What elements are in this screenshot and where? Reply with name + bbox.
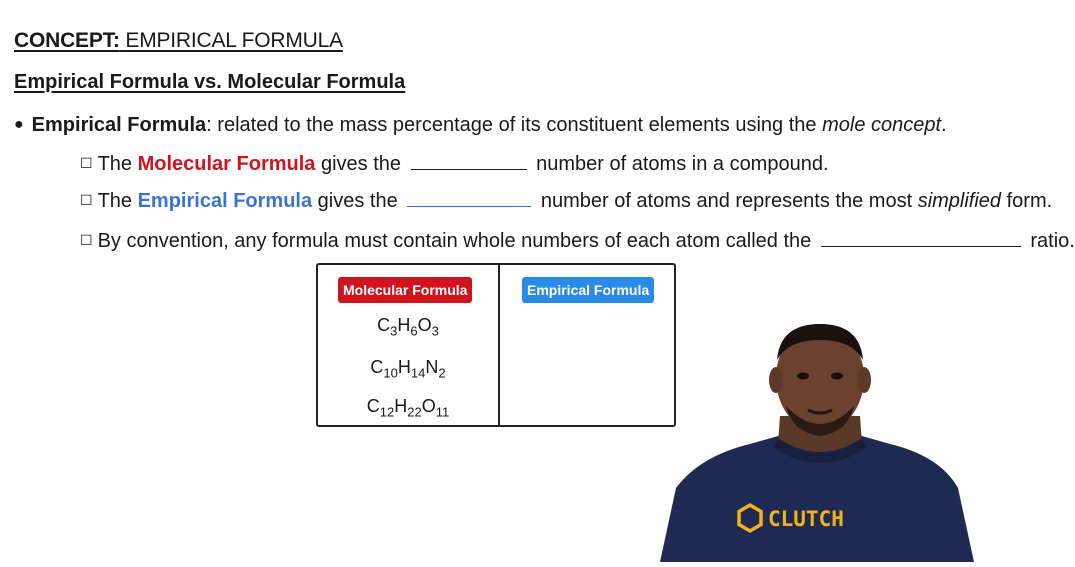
empirical-header-tag: Empirical Formula — [522, 277, 654, 303]
sub-bullet-empirical — [80, 188, 1052, 213]
presenter-eye — [831, 373, 843, 380]
checkbox-icon: ☐ — [80, 232, 93, 248]
sub-bullet-italic: simplified — [917, 190, 1002, 212]
sub-bullet-text: The — [97, 190, 138, 212]
formula-row — [318, 396, 498, 420]
element-symbol: C — [370, 357, 384, 377]
element-symbol: O — [421, 396, 436, 416]
formula-table — [316, 263, 676, 427]
sub-bullet-text: gives the — [315, 153, 407, 175]
element-symbol: H — [394, 396, 408, 416]
element-symbol: N — [425, 357, 439, 377]
molecular-term: Molecular Formula — [137, 153, 316, 175]
concept-label: CONCEPT: — [14, 29, 120, 52]
sub-bullet-text: number of atoms and represents the most — [535, 190, 918, 212]
formula-row — [318, 357, 498, 381]
subscript: 22 — [407, 404, 422, 420]
sub-bullet-molecular — [80, 151, 829, 176]
presenter-ear — [857, 367, 871, 393]
sub-bullet-text: ratio. — [1024, 230, 1075, 252]
empirical-term: Empirical Formula — [137, 190, 313, 212]
subscript: 12 — [379, 404, 395, 420]
presenter-ear — [769, 367, 783, 393]
subscript: 10 — [383, 365, 398, 381]
main-bullet-text: : related to the mass percentage of its constituent elements using the — [206, 114, 823, 136]
fill-in-blank — [821, 228, 1021, 247]
subscript: 3 — [390, 323, 398, 339]
main-bullet-term: Empirical Formula — [31, 114, 207, 136]
concept-heading — [14, 29, 343, 53]
presenter-eye — [797, 373, 809, 380]
subscript: 11 — [435, 404, 450, 420]
section-subtitle: Empirical Formula vs. Molecular Formula — [14, 71, 406, 93]
sub-bullet-text: gives the — [312, 190, 404, 212]
element-symbol: H — [397, 315, 411, 335]
main-bullet-italic: mole concept — [822, 114, 942, 136]
element-symbol: C — [377, 315, 391, 335]
presenter-video — [640, 320, 1000, 562]
main-bullet — [14, 114, 947, 137]
sub-bullet-text: number of atoms in a compound. — [530, 153, 829, 175]
clutch-logo-text: CLUTCH — [768, 507, 844, 531]
subscript: 3 — [431, 323, 439, 339]
presenter-figure — [640, 320, 1000, 562]
formula-row — [318, 315, 498, 339]
checkbox-icon: ☐ — [80, 192, 93, 208]
element-symbol: H — [397, 357, 411, 377]
bullet-dot-icon: ● — [14, 116, 24, 133]
element-symbol: C — [366, 396, 380, 416]
sub-bullet-text: The — [97, 153, 138, 175]
molecular-header-tag: Molecular Formula — [338, 277, 472, 303]
concept-title: EMPIRICAL FORMULA — [125, 29, 343, 52]
subscript: 6 — [410, 323, 418, 339]
element-symbol: O — [417, 315, 432, 335]
sub-bullet-convention — [80, 228, 1075, 253]
checkbox-icon: ☐ — [80, 155, 93, 171]
subscript: 2 — [438, 365, 446, 381]
main-bullet-end: . — [941, 114, 947, 136]
fill-in-blank — [407, 188, 531, 207]
sub-bullet-text: By convention, any formula must contain whole numbers of each atom called the — [97, 230, 817, 252]
sub-bullet-text: form. — [1001, 190, 1053, 212]
fill-in-blank — [411, 151, 527, 170]
subscript: 14 — [410, 365, 426, 381]
table-divider — [498, 265, 500, 425]
